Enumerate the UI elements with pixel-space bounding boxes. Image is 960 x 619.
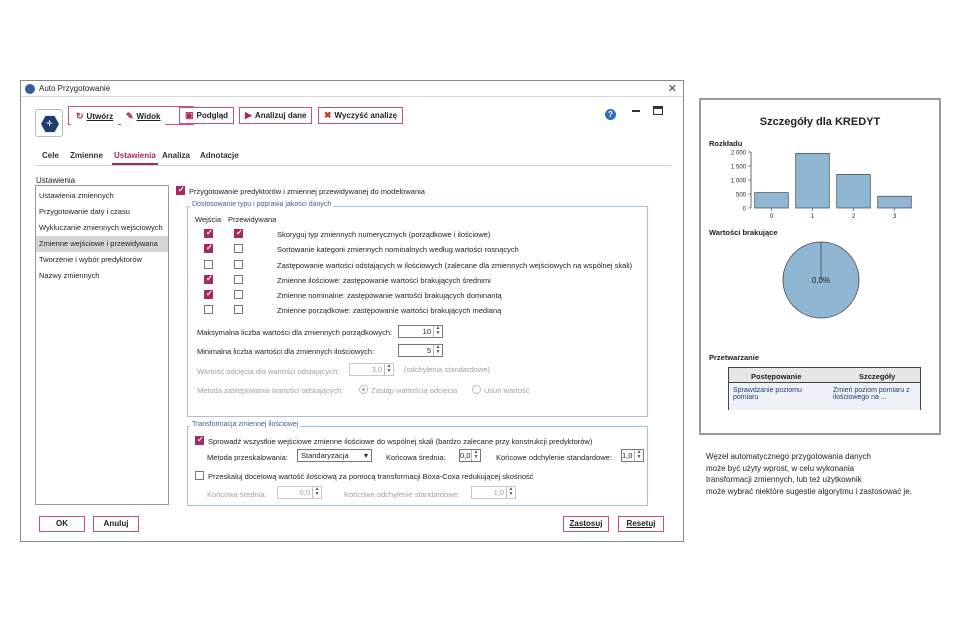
tab-cele[interactable]: Cele (42, 151, 59, 160)
caption-line: Węzeł automatycznego przygotowania danych (706, 452, 871, 461)
bc-mean-spinner[interactable]: 0,0 ▲ ▼ (277, 486, 322, 499)
delete-radio[interactable] (472, 385, 481, 394)
pie-label: 0,0% (811, 276, 831, 285)
help-icon[interactable]: ? (605, 109, 616, 120)
table-header (729, 368, 920, 383)
caption-line: może wybrać niektóre sugestie algorytmu i zastosować je. (706, 486, 912, 496)
cutoff-spinner[interactable]: 3,0 ▲ ▼ (349, 363, 394, 376)
bar-1 (796, 153, 830, 208)
analyze-button[interactable]: ▶ Analizuj dane (239, 107, 312, 124)
cutoff-label: Wartość odcięcia dla wartości odstających: (197, 367, 340, 376)
tab-divider (35, 165, 671, 166)
settings-label: Ustawienia (36, 176, 76, 185)
rescale-all-checkbox[interactable] (195, 436, 204, 445)
caption-line: transformacji zmiennych, lub też użytkownik (706, 475, 862, 484)
bar-0 (755, 193, 789, 208)
data-quality-group-title: Dostosowanie typu i poprawa jakości danych (192, 201, 332, 208)
prepare-checkbox[interactable] (176, 186, 185, 195)
delete-radio-label: Usuń wartość (484, 386, 530, 395)
spinner-arrows-icon[interactable]: ▲ ▼ (634, 450, 643, 461)
sidebar-item-inputs-target[interactable]: Zmienne wejściowe i przewidywana (36, 236, 168, 252)
bc-mean-label: Końcowa średnia: (207, 490, 267, 499)
title-bar (21, 81, 683, 97)
tab-analiza[interactable]: Analiza (162, 151, 191, 160)
bar-2 (837, 174, 871, 208)
app-icon (25, 84, 35, 94)
spinner-arrows-icon[interactable]: ▲ ▼ (506, 487, 515, 498)
ok-button[interactable]: OK (39, 516, 85, 532)
opt2-label: Sortowanie kategorii zmiennych nominalnych według wartości rosnących (277, 245, 519, 254)
row-procedure: Sprawdzanie poziomu pomiaru (733, 387, 802, 401)
opt3-input-checkbox[interactable] (204, 260, 213, 269)
bc-sd-label: Końcowe odchylenie standardowe: (344, 490, 460, 499)
prepare-label: Przygotowanie predyktorów i zmiennej przewidywanej do modelowania (189, 187, 425, 196)
detail-panel (699, 98, 941, 435)
spinner-arrows-icon[interactable]: ▲ ▼ (384, 364, 393, 375)
col-details: Szczegóły (859, 372, 896, 381)
max-ordinal-label: Maksymalna liczba wartości dla zmiennych porządkowych: (197, 328, 393, 337)
opt5-input-checkbox[interactable] (204, 290, 213, 299)
y-tick-label: 0 (742, 206, 746, 213)
opt1-input-checkbox[interactable] (204, 229, 213, 238)
cutoff-unit: (odchylenia standardowe) (404, 365, 490, 374)
opt4-input-checkbox[interactable] (204, 275, 213, 284)
close-icon[interactable]: ✕ (667, 83, 677, 95)
distribution-chart (719, 146, 919, 226)
x-icon: ✖ (324, 110, 332, 120)
node-icon (35, 109, 63, 137)
boxcox-checkbox[interactable] (195, 471, 204, 480)
opt1-label: Skoryguj typ zmiennych numerycznych (porządkowe i ilościowe) (277, 230, 491, 239)
min-scale-label: Minimalna liczba wartości dla zmiennych ilościowych: (197, 347, 375, 356)
auto-prep-dialog (20, 80, 684, 542)
opt4-label: Zmienne ilościowe: zastępowanie wartości brakujących średnimi (277, 276, 491, 285)
window-title: Auto Przygotowanie (39, 84, 111, 93)
spinner-arrows-icon[interactable]: ▲ ▼ (312, 487, 321, 498)
play-icon: ▶ (245, 110, 252, 120)
opt5-label: Zmienne nominalne: zastępowanie wartości brakujących dominantą (277, 291, 502, 300)
opt6-label: Zmienne porządkowe: zastępowanie wartości brakujących medianą (277, 306, 502, 315)
sidebar-item-date-time[interactable]: Przygotowanie daty i czasu (39, 207, 130, 216)
rescale-method-label: Metoda przeskalowania: (207, 453, 288, 462)
sidebar-item-predictors[interactable]: Tworzenie i wybór predyktorów (39, 255, 142, 264)
col-target-header: Przewidywana (228, 215, 277, 224)
preview-button[interactable]: ▣ Podgląd (179, 107, 234, 124)
opt1-target-checkbox[interactable] (234, 229, 243, 238)
hexagon-icon (41, 115, 59, 133)
missing-pie-chart (781, 240, 861, 320)
spinner-arrows-icon[interactable]: ▲ ▼ (433, 345, 442, 356)
cancel-button[interactable]: Anuluj (93, 516, 139, 532)
caption-text (706, 451, 946, 497)
opt4-target-checkbox[interactable] (234, 275, 243, 284)
scale-transform-group-title: Transformacja zmiennej ilościowej (192, 421, 299, 428)
row-details: Zmień poziom pomiaru z ilościowego na ... (833, 387, 910, 401)
brush-icon: ✎ (126, 111, 134, 121)
x-tick-label: 3 (892, 214, 897, 220)
table-row (729, 383, 920, 410)
x-tick-label: 0 (769, 214, 774, 220)
opt3-target-checkbox[interactable] (234, 260, 243, 269)
detail-title: Szczegóły dla KREDYT (759, 116, 881, 128)
opt2-target-checkbox[interactable] (234, 244, 243, 253)
y-tick-label: 2 000 (730, 150, 746, 157)
x-tick-label: 2 (851, 214, 856, 220)
sidebar-item-variable-names[interactable]: Nazwy zmiennych (39, 271, 100, 280)
max-ordinal-spinner[interactable]: 10 ▲ ▼ (398, 325, 443, 338)
create-button[interactable]: ↻ Utwórz (71, 108, 118, 125)
active-tab-indicator (112, 163, 158, 165)
opt6-input-checkbox[interactable] (204, 305, 213, 314)
rescale-method-select[interactable]: Standaryzacja ▾ (297, 449, 372, 462)
caption-line: może być użyty wprost, w celu wykonania (706, 463, 855, 473)
spinner-arrows-icon[interactable]: ▲ ▼ (471, 450, 480, 461)
clear-analysis-button[interactable]: ✖ Wyczyść analizę (318, 107, 403, 124)
view-button[interactable]: ✎ Widok (121, 108, 165, 125)
opt2-input-checkbox[interactable] (204, 244, 213, 253)
sidebar-item-exclude-inputs[interactable]: Wykluczanie zmiennych wejściowych (39, 223, 163, 232)
col-procedure: Postępowanie (751, 372, 802, 381)
outlier-method-label: Metoda zastępowania wartości odstających: (197, 386, 344, 395)
reset-button[interactable]: Resetuj (618, 516, 664, 532)
y-tick-label: 1 500 (730, 164, 746, 171)
maximize-icon[interactable] (653, 106, 663, 115)
processing-table (728, 367, 921, 410)
tab-adnotacje[interactable]: Adnotacje (200, 151, 239, 160)
final-mean-spinner[interactable]: 0,0 ▲ ▼ (459, 449, 481, 462)
rescale-all-label: Sprowadź wszystkie wejściowe zmienne ilościowe do wspólnej skali (bardzo zalecane przy konstrukcji predyktorów) (208, 437, 593, 446)
final-sd-spinner[interactable]: 1,0 ▲ ▼ (621, 449, 644, 462)
bar-3 (878, 196, 912, 208)
replace-radio-label: Zastąp wartością odcięcia (371, 386, 458, 395)
opt5-target-checkbox[interactable] (234, 290, 243, 299)
replace-radio[interactable] (359, 385, 368, 394)
spinner-arrows-icon[interactable]: ▲ ▼ (433, 326, 442, 337)
opt3-label: Zastępowanie wartości odstających w ilościowych (zalecane dla zmiennych wejściowych na wspólnej skali) (277, 261, 633, 270)
tab-ustawienia[interactable]: Ustawienia (114, 151, 156, 160)
preview-icon: ▣ (185, 110, 194, 120)
opt6-target-checkbox[interactable] (234, 305, 243, 314)
y-tick-label: 500 (735, 192, 746, 199)
refresh-icon: ↻ (76, 111, 84, 121)
y-tick-label: 1 000 (730, 178, 746, 185)
col-inputs-header: Wejścia (195, 215, 222, 224)
missing-values-label: Wartości brakujące (709, 228, 778, 237)
min-scale-spinner[interactable]: 5 ▲ ▼ (398, 344, 443, 357)
distribution-label: Rozkładu (709, 139, 743, 148)
apply-button[interactable]: Zastosuj (563, 516, 609, 532)
x-tick-label: 1 (810, 214, 815, 220)
final-sd-label: Końcowe odchylenie standardowe: (496, 453, 612, 462)
tab-zmienne[interactable]: Zmienne (70, 151, 103, 160)
bc-sd-spinner[interactable]: 1,0 ▲ ▼ (471, 486, 516, 499)
boxcox-label: Przeskaluj docelową wartość ilościową za pomocą transformacji Boxa-Coxa redukującej skośność (208, 472, 534, 481)
processing-label: Przetwarzanie (709, 353, 760, 362)
sidebar-item-variable-settings[interactable]: Ustawienia zmiennych (39, 191, 114, 200)
settings-sidebar (35, 185, 169, 505)
final-mean-label: Końcowa średnia: (386, 453, 446, 462)
minimize-icon[interactable] (632, 109, 640, 112)
